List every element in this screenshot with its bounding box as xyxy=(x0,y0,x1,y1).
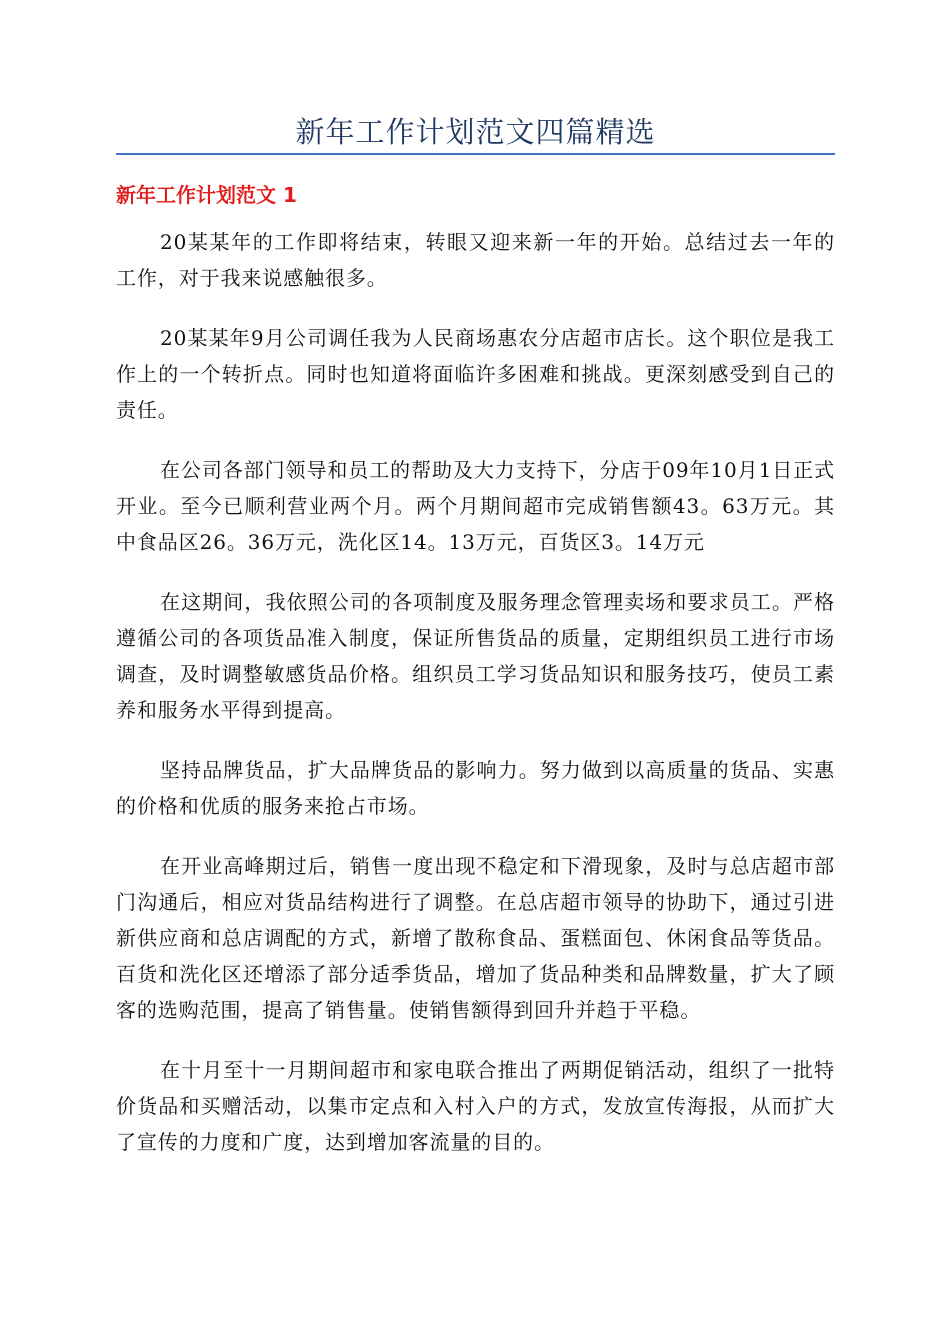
paragraph-1: 20某某年的工作即将结束，转眼又迎来新一年的开始。总结过去一年的工作，对于我来说感触很多。 xyxy=(116,230,835,290)
paragraph-5: 坚持品牌货品，扩大品牌货品的影响力。努力做到以高质量的货品、实惠的价格和优质的服务来抢占市场。 xyxy=(116,758,835,818)
section-heading: 新年工作计划范文 1 xyxy=(116,183,297,207)
title-underline-rule xyxy=(116,153,835,155)
paragraph-7: 在十月至十一月期间超市和家电联合推出了两期促销活动，组织了一批特价货品和买赠活动，以集市定点和入村入户的方式，发放宣传海报，从而扩大了宣传的力度和广度，达到增加客流量的目的。 xyxy=(116,1058,835,1154)
paragraph-3: 在公司各部门领导和员工的帮助及大力支持下，分店于09年10月1日正式开业。至今已顺利营业两个月。两个月期间超市完成销售额43。63万元。其中食品区26。36万元，洗化区14。13万元，百货区3。14万元 xyxy=(116,458,835,554)
document-body xyxy=(116,224,835,1184)
document-title: 新年工作计划范文四篇精选 xyxy=(295,115,656,149)
paragraph-2: 20某某年9月公司调任我为人民商场惠农分店超市店长。这个职位是我工作上的一个转折点。同时也知道将面临许多困难和挑战。更深刻感受到自己的责任。 xyxy=(116,326,835,422)
paragraph-6: 在开业高峰期过后，销售一度出现不稳定和下滑现象，及时与总店超市部门沟通后，相应对货品结构进行了调整。在总店超市领导的协助下，通过引进新供应商和总店调配的方式，新增了散称食品、蛋糕面包、休闲食品等货品。百货和洗化区还增添了部分适季货品，增加了货品种类和品牌数量，扩大了顾客的选购范围，提高了销售量。使销售额得到回升并趋于平稳。 xyxy=(116,854,835,1022)
paragraph-4: 在这期间，我依照公司的各项制度及服务理念管理卖场和要求员工。严格遵循公司的各项货品准入制度，保证所售货品的质量，定期组织员工进行市场调查，及时调整敏感货品价格。组织员工学习货品知识和服务技巧，使员工素养和服务水平得到提高。 xyxy=(116,590,835,722)
